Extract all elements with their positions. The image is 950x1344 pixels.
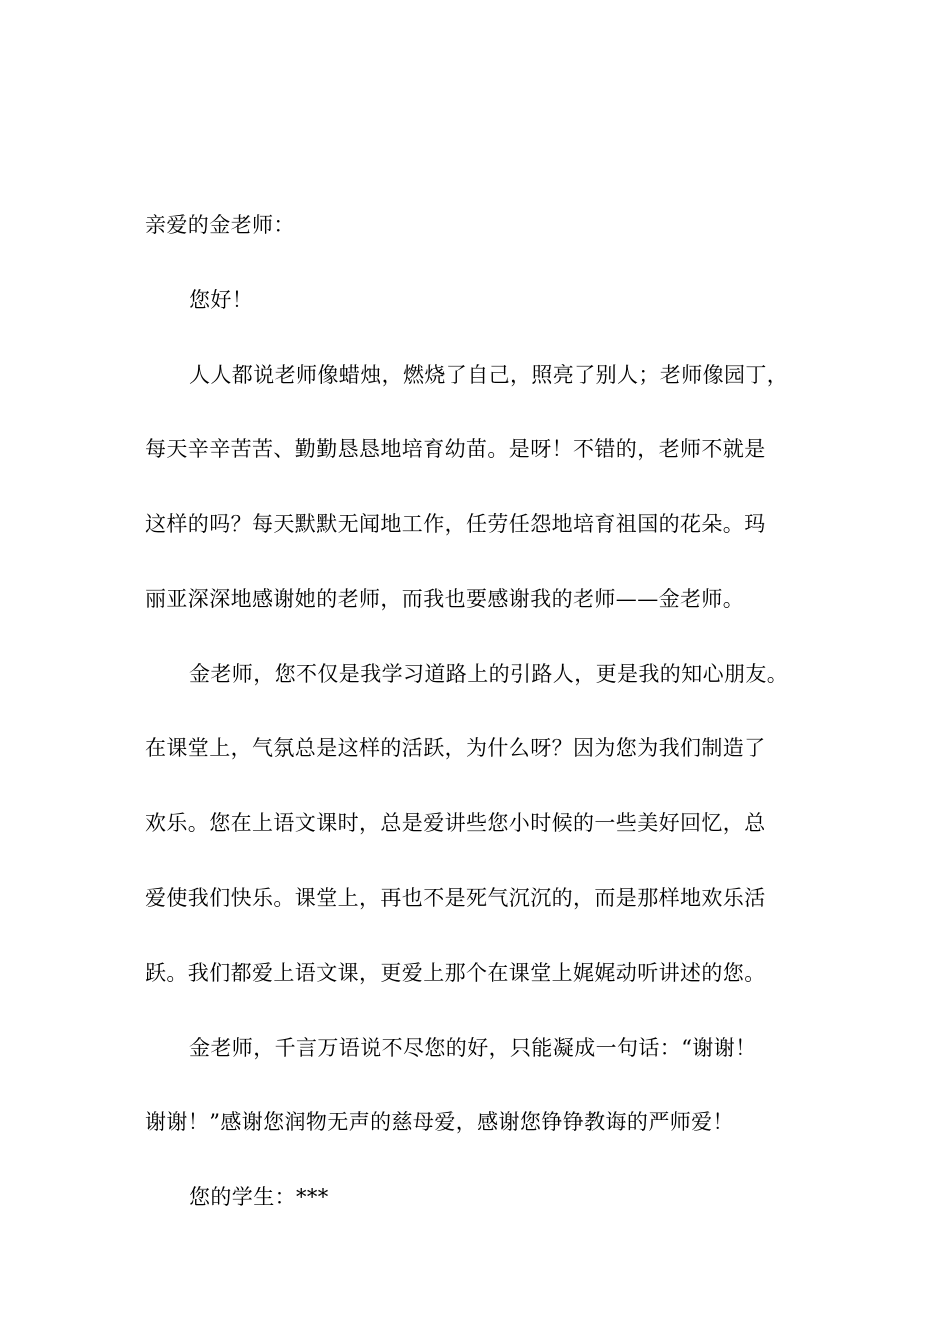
paragraph-line: 跃。我们都爱上语文课，更爱上那个在课堂上娓娓动听讲述的您。	[145, 960, 766, 985]
paragraph-3	[145, 1030, 815, 1142]
spacer	[145, 544, 815, 581]
salutation: 亲爱的金老师：	[145, 213, 295, 237]
letter-body	[145, 207, 815, 1217]
paragraph-line: 欢乐。您在上语文课时，总是爱讲些您小时候的一些美好回忆，总	[145, 811, 766, 836]
spacer	[145, 469, 815, 506]
greeting: 您好！	[189, 287, 254, 312]
spacer	[145, 244, 815, 281]
paragraph-line: 这样的吗？每天默默无闻地工作，任劳任怨地培育祖国的花朵。玛	[145, 512, 766, 537]
spacer	[145, 843, 815, 880]
paragraph-line: 在课堂上，气氛总是这样的活跃，为什么呀？因为您为我们制造了	[145, 736, 766, 761]
paragraph-1	[145, 357, 815, 619]
signature: 您的学生：***	[189, 1185, 329, 1210]
spacer	[145, 992, 815, 1029]
paragraph-line: 谢谢！”感谢您润物无声的慈母爱，感谢您铮铮教诲的严师爱！	[145, 1110, 734, 1135]
spacer	[145, 394, 815, 431]
spacer	[145, 917, 815, 954]
paragraph-2	[145, 656, 815, 993]
spacer	[145, 1142, 815, 1179]
paragraph-line: 人人都说老师像蜡烛，燃烧了自己，照亮了别人；老师像园丁，	[189, 362, 789, 387]
paragraph-line: 丽亚深深地感谢她的老师，而我也要感谢我的老师——金老师。	[145, 586, 745, 611]
spacer	[145, 693, 815, 730]
paragraph-line: 金老师，您不仅是我学习道路上的引路人，更是我的知心朋友。	[189, 661, 789, 686]
spacer	[145, 319, 815, 356]
paragraph-line: 金老师，千言万语说不尽您的好，只能凝成一句话：“谢谢！	[189, 1035, 757, 1060]
spacer	[145, 1067, 815, 1104]
spacer	[145, 618, 815, 655]
spacer	[145, 768, 815, 805]
paragraph-line: 爱使我们快乐。课堂上，再也不是死气沉沉的，而是那样地欢乐活	[145, 886, 766, 911]
paragraph-line: 每天辛辛苦苦、勤勤恳恳地培育幼苗。是呀！不错的，老师不就是	[145, 437, 766, 462]
